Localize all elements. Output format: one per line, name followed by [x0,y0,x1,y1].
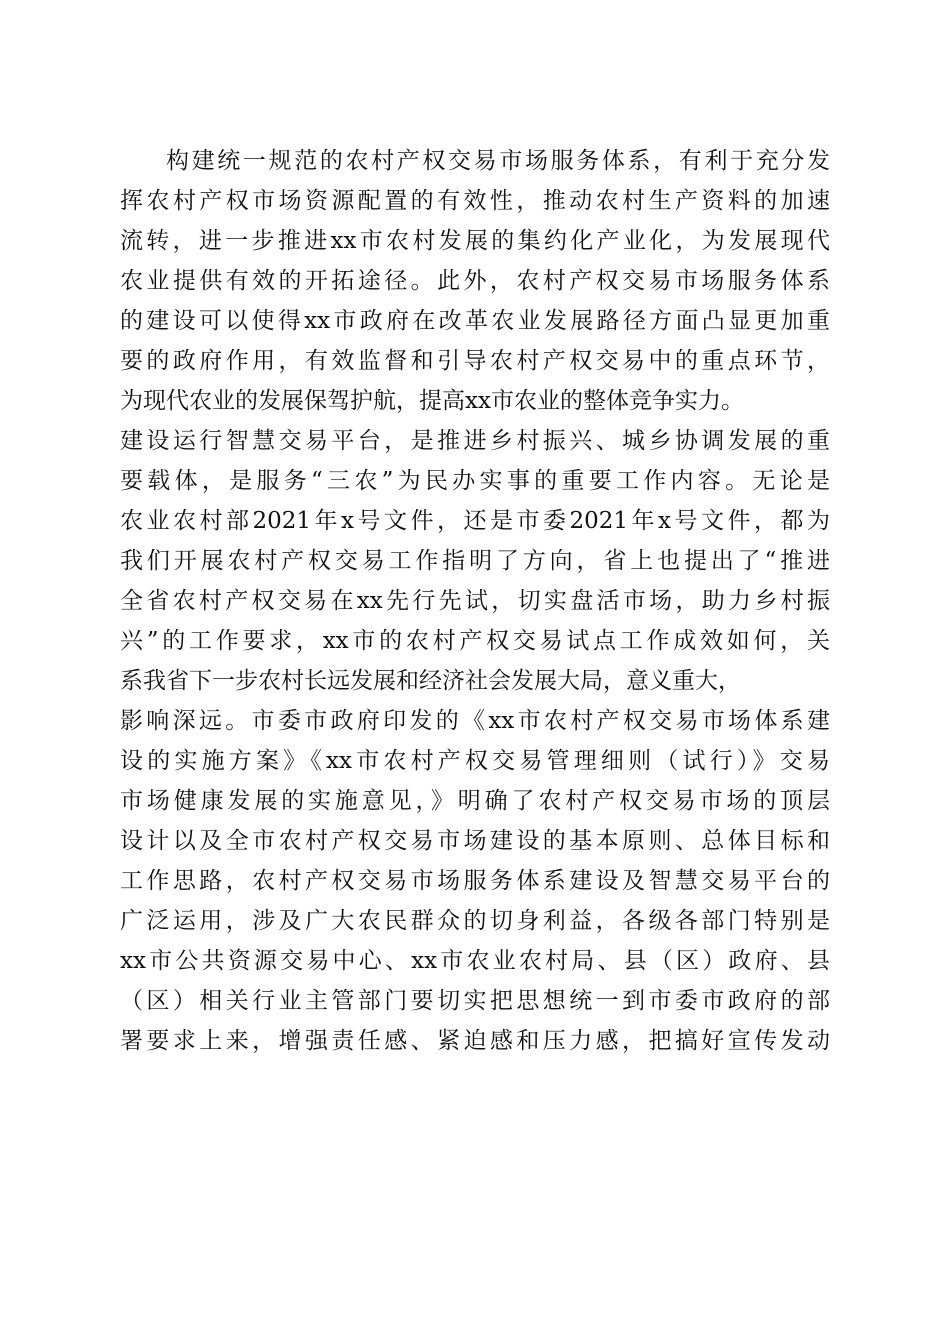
text-line: 兴”的工作要求，xx市的农村产权交易试点工作成效如何，关 [120,628,830,654]
text-line: xx市公共资源交易中心、xx市农业农村局、县（区）政府、县 [120,948,830,974]
text-line: 广泛运用，涉及广大农民群众的切身利益，各级各部门特别是 [120,908,830,934]
text-line: 挥农村产权市场资源配置的有效性，推动农村生产资料的加速 [120,188,830,214]
text-line: 设的实施方案》《xx市农村产权交易管理细则（试行）》交易 [120,748,830,774]
text-line: 署要求上来，增强责任感、紧迫感和压力感，把搞好宣传发动 [120,1028,830,1054]
text-line: 流转，进一步推进xx市农村发展的集约化产业化，为发展现代 [120,228,830,254]
text-line: 建设运行智慧交易平台，是推进乡村振兴、城乡协调发展的重 [120,428,830,454]
text-line: 工作思路，农村产权交易市场服务体系建设及智慧交易平台的 [120,868,830,894]
text-line: 全省农村产权交易在xx先行先试，切实盘活市场，助力乡村振 [120,588,830,614]
text-line: 系我省下一步农村长远发展和经济社会发展大局，意义重大， [120,668,741,694]
text-line: 的建设可以使得xx市政府在改革农业发展路径方面凸显更加重 [120,308,830,334]
text-line: 农业提供有效的开拓途径。此外，农村产权交易市场服务体系 [120,268,830,294]
text-line: （区）相关行业主管部门要切实把思想统一到市委市政府的部 [120,988,830,1014]
text-line: 设计以及全市农村产权交易市场建设的基本原则、总体目标和 [120,828,830,854]
text-line: 要的政府作用，有效监督和引导农村产权交易中的重点环节， [120,348,830,374]
text-line: 市场健康发展的实施意见，》明确了农村产权交易市场的顶层 [120,788,830,814]
text-line: 要载体，是服务“三农”为民办实事的重要工作内容。无论是 [120,468,830,494]
text-line: 构建统一规范的农村产权交易市场服务体系，有利于充分发 [166,148,830,174]
body-paragraph [120,141,830,1061]
text-line: 农业农村部2021年x号文件，还是市委2021年x号文件，都为 [120,508,830,534]
text-line: 我们开展农村产权交易工作指明了方向，省上也提出了“推进 [120,548,830,574]
text-line: 影响深远。市委市政府印发的《xx市农村产权交易市场体系建 [120,708,830,734]
text-line: 为现代农业的发展保驾护航，提高xx市农业的整体竞争实力。 [120,388,744,414]
